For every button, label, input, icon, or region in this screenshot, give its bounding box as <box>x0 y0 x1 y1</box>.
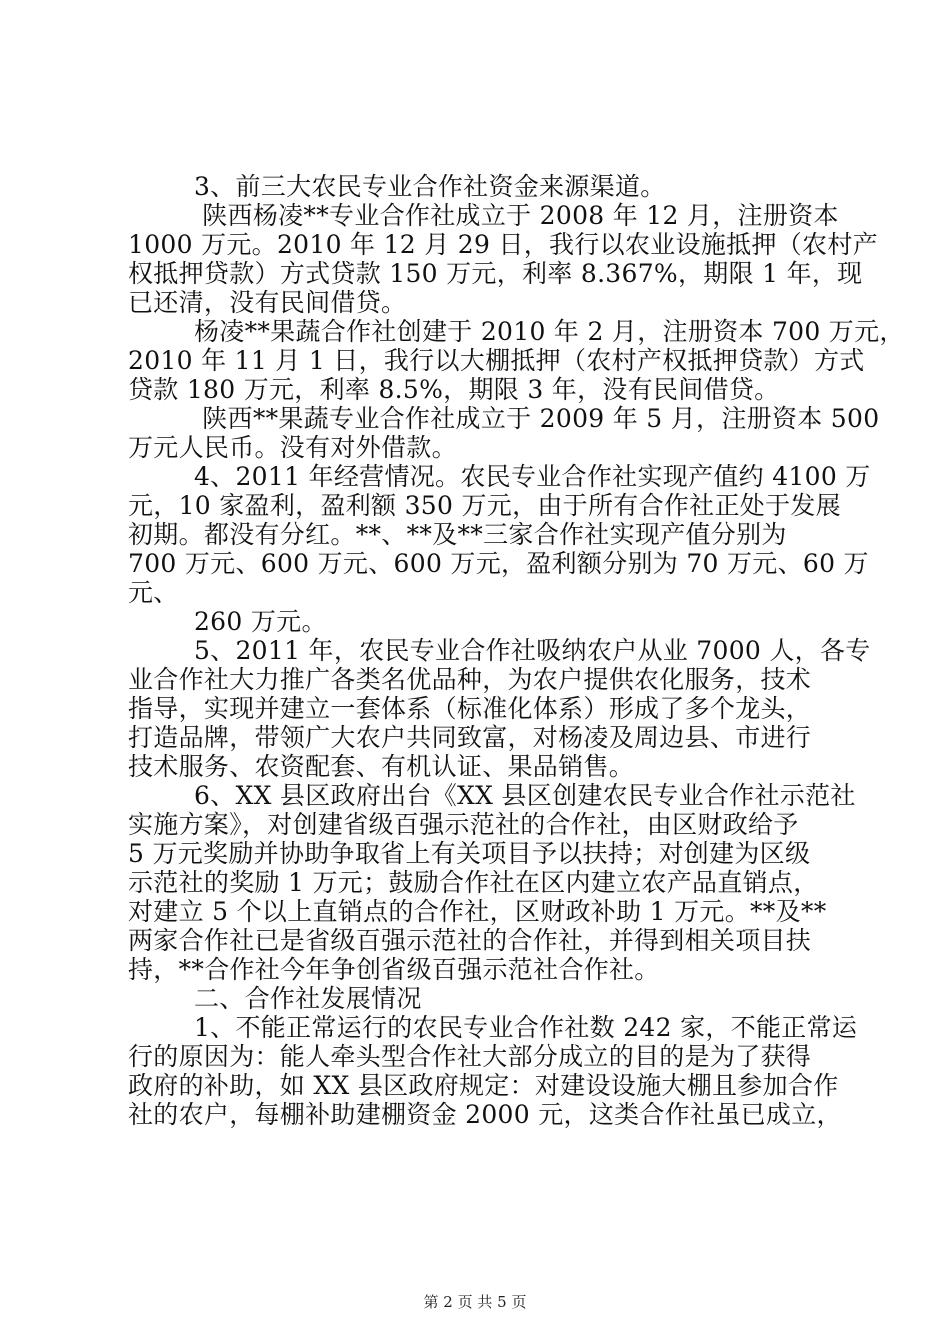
text-line: 业合作社大力推广各类名优品种，为农户提供农化服务，技术 <box>128 665 812 694</box>
text-line: 元，10 家盈利，盈利额 350 万元，由于所有合作社正处于发展 <box>128 491 841 520</box>
text-line: 贷款 180 万元，利率 8.5%，期限 3 年，没有民间借贷。 <box>128 375 780 404</box>
text-line: 元、 <box>128 578 179 607</box>
text-line: 初期。都没有分红。**、**及**三家合作社实现产值分别为 <box>128 520 787 549</box>
text-line: 5、2011 年，农民专业合作社吸纳农户从业 7000 人，各专 <box>128 636 871 665</box>
text-line: 万元人民币。没有对外借款。 <box>128 433 457 462</box>
text-line: 两家合作社已是省级百强示范社的合作社，并得到相关项目扶 <box>128 926 812 955</box>
text-line: 3、前三大农民专业合作社资金来源渠道。 <box>128 172 666 201</box>
text-line: 1、不能正常运行的农民专业合作社数 242 家，不能正常运 <box>128 1013 858 1042</box>
page-number-footer: 第 2 页 共 5 页 <box>423 1293 527 1311</box>
text-line: 陕西**果蔬专业合作社成立于 2009 年 5 月，注册资本 500 <box>128 404 880 433</box>
text-line: 二、合作社发展情况 <box>128 984 422 1013</box>
text-line: 对建立 5 个以上直销点的合作社，区财政补助 1 万元。**及** <box>128 897 827 926</box>
text-line: 1000 万元。2010 年 12 月 29 日，我行以农业设施抵押（农村产 <box>128 230 878 259</box>
text-line: 示范社的奖励 1 万元；鼓励合作社在区内建立农产品直销点， <box>128 868 819 897</box>
text-line: 持，**合作社今年争创省级百强示范社合作社。 <box>128 955 660 984</box>
text-line: 指导，实现并建立一套体系（标准化体系）形成了多个龙头， <box>128 694 812 723</box>
text-line: 权抵押贷款）方式贷款 150 万元，利率 8.367%，期限 1 年，现 <box>128 259 863 288</box>
text-line: 已还清，没有民间借贷。 <box>128 288 407 317</box>
document-body <box>128 172 905 1129</box>
text-line: 行的原因为：能人牵头型合作社大部分成立的目的是为了获得 <box>128 1042 812 1071</box>
text-line: 陕西杨凌**专业合作社成立于 2008 年 12 月，注册资本 <box>128 201 839 230</box>
text-line: 社的农户，每棚补助建棚资金 2000 元，这类合作社虽已成立， <box>128 1100 842 1129</box>
text-line: 5 万元奖励并协助争取省上有关项目予以扶持；对创建为区级 <box>128 839 811 868</box>
text-line: 技术服务、农资配套、有机认证、果品销售。 <box>128 752 635 781</box>
text-line: 2010 年 11 月 1 日，我行以大棚抵押（农村产权抵押贷款）方式 <box>128 346 865 375</box>
text-line: 260 万元。 <box>128 607 327 636</box>
text-line: 6、XX 县区政府出台《XX 县区创建农民专业合作社示范社 <box>128 781 856 810</box>
text-line: 700 万元、600 万元、600 万元，盈利额分别为 70 万元、60 万 <box>128 549 869 578</box>
text-line: 政府的补助，如 XX 县区政府规定：对建设设施大棚且参加合作 <box>128 1071 839 1100</box>
text-line: 4、2011 年经营情况。农民专业合作社实现产值约 4100 万 <box>128 462 871 491</box>
text-line: 杨凌**果蔬合作社创建于 2010 年 2 月，注册资本 700 万元， <box>128 317 905 346</box>
text-line: 打造品牌，带领广大农户共同致富，对杨凌及周边县、市进行 <box>128 723 812 752</box>
text-line: 实施方案》，对创建省级百强示范社的合作社，由区财政给予 <box>128 810 799 839</box>
